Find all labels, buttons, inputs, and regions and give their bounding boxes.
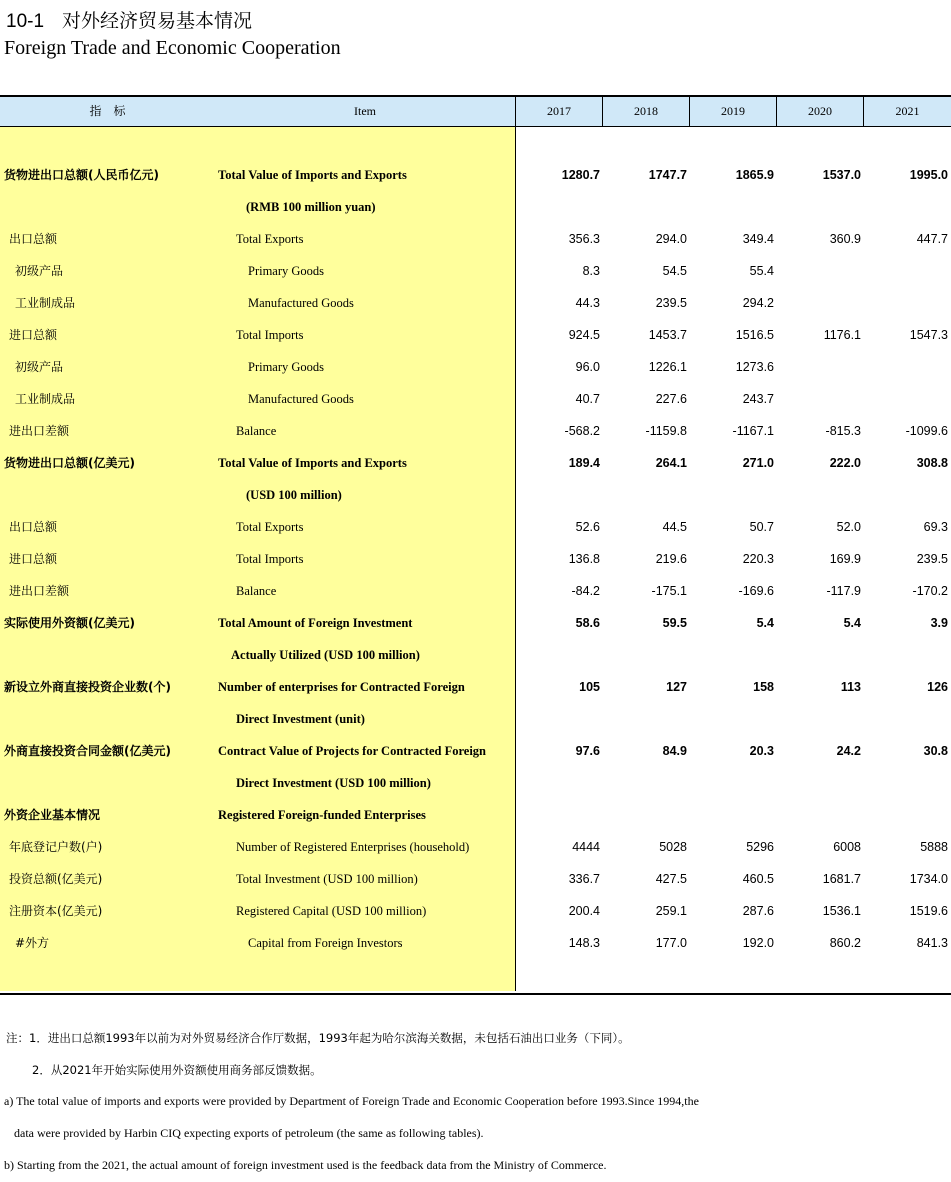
- row-label-en: Total Imports: [236, 552, 304, 566]
- value-cell-2017: 97.6: [575, 744, 600, 758]
- value-cell-2017: 356.3: [568, 232, 600, 246]
- note-cn-1: 注：1．进出口总额1993年以前为对外贸易经济合作厅数据，1993年起为哈尔滨海关数据，未包括石油出口业务（下同）。: [6, 1031, 630, 1045]
- value-cell-2021: 308.8: [916, 456, 948, 470]
- page-title-cn: [6, 6, 252, 33]
- row-label-en: Number of enterprises for Contracted Foreign: [218, 680, 465, 694]
- row-label-en: Balance: [236, 424, 277, 438]
- table-row: [0, 799, 951, 831]
- row-label-en: Contract Value of Projects for Contracted Foreign: [218, 744, 486, 758]
- row-label-cn: 新设立外商直接投资企业数(个): [4, 680, 171, 694]
- row-label-en: Registered Foreign-funded Enterprises: [218, 808, 426, 822]
- header-year-2018: 2018: [634, 104, 658, 118]
- row-label-en: Manufactured Goods: [248, 296, 354, 310]
- row-label-en: Manufactured Goods: [248, 392, 354, 406]
- value-cell-2021: 447.7: [916, 232, 948, 246]
- value-cell-2019: 243.7: [742, 392, 774, 406]
- value-cell-2017: 40.7: [575, 392, 600, 406]
- value-cell-2020: 1681.7: [822, 872, 861, 886]
- table-row: [0, 895, 951, 927]
- header-item: Item: [354, 104, 376, 118]
- value-cell-2018: 59.5: [662, 616, 687, 630]
- row-label-en: (RMB 100 million yuan): [246, 200, 376, 214]
- value-cell-2020: 5.4: [843, 616, 861, 630]
- row-label-cn: 货物进出口总额(亿美元): [4, 456, 135, 470]
- row-label-en: Total Investment (USD 100 million): [236, 872, 418, 886]
- value-cell-2018: 177.0: [655, 936, 687, 950]
- row-label-en: Number of Registered Enterprises (household): [236, 840, 470, 854]
- row-label-cn: 注册资本(亿美元): [9, 904, 103, 918]
- table-row: [0, 607, 951, 639]
- table-row: [0, 671, 951, 703]
- value-cell-2018: 264.1: [655, 456, 687, 470]
- value-cell-2018: 219.6: [655, 552, 687, 566]
- table-row: [0, 223, 951, 255]
- value-cell-2018: 84.9: [662, 744, 687, 758]
- row-label-en: Total Amount of Foreign Investment: [218, 616, 413, 630]
- row-label-en: Registered Capital (USD 100 million): [236, 904, 427, 918]
- value-cell-2017: 1280.7: [561, 168, 600, 182]
- value-cell-2017: -84.2: [571, 584, 600, 598]
- header-year-2021: 2021: [895, 104, 920, 118]
- header-year-2019: 2019: [721, 104, 745, 118]
- value-cell-2021: 30.8: [923, 744, 948, 758]
- value-cell-2017: 105: [579, 680, 600, 694]
- value-cell-2018: 1747.7: [648, 168, 687, 182]
- table-row: [0, 159, 951, 191]
- value-cell-2021: 841.3: [916, 936, 948, 950]
- value-cell-2020: 24.2: [836, 744, 861, 758]
- row-label-cn: 实际使用外资额(亿美元): [4, 616, 135, 630]
- row-label-en: Total Exports: [236, 520, 304, 534]
- value-cell-2018: 259.1: [655, 904, 687, 918]
- value-cell-2019: -1167.1: [732, 424, 774, 438]
- table-row: [0, 255, 951, 287]
- value-cell-2018: 127: [666, 680, 687, 694]
- row-label-en: (USD 100 million): [246, 488, 342, 502]
- value-cell-2021: 5888: [920, 840, 948, 854]
- value-cell-2020: 860.2: [829, 936, 861, 950]
- value-cell-2019: 1273.6: [735, 360, 774, 374]
- value-cell-2018: 54.5: [662, 264, 687, 278]
- row-label-en: Balance: [236, 584, 277, 598]
- value-cell-2019: 192.0: [742, 936, 774, 950]
- table-number: 10-1: [6, 11, 45, 32]
- data-table: [0, 95, 951, 995]
- table-row: [0, 319, 951, 351]
- value-cell-2020: 222.0: [829, 456, 861, 470]
- value-cell-2017: 58.6: [575, 616, 600, 630]
- value-cell-2018: 427.5: [655, 872, 687, 886]
- value-cell-2020: 1176.1: [823, 328, 861, 342]
- value-cell-2019: -169.6: [738, 584, 774, 598]
- row-label-cn: 外商直接投资合同金额(亿美元): [4, 744, 171, 758]
- value-cell-2019: 271.0: [742, 456, 774, 470]
- row-label-cn: 工业制成品: [15, 392, 76, 406]
- value-cell-2018: 227.6: [655, 392, 687, 406]
- row-label-cn: 出口总额: [9, 520, 58, 534]
- value-cell-2021: 239.5: [916, 552, 948, 566]
- value-cell-2021: 126: [927, 680, 948, 694]
- table-row: [0, 767, 951, 799]
- value-cell-2019: 460.5: [742, 872, 774, 886]
- row-label-en: Direct Investment (USD 100 million): [236, 776, 431, 790]
- table-row: [0, 703, 951, 735]
- header-indicator: 指 标: [89, 104, 126, 118]
- value-cell-2019: 20.3: [749, 744, 774, 758]
- value-cell-2019: 50.7: [749, 520, 774, 534]
- value-cell-2019: 158: [753, 680, 774, 694]
- value-cell-2017: 96.0: [575, 360, 600, 374]
- row-label-en: Total Value of Imports and Exports: [218, 456, 407, 470]
- value-cell-2017: 924.5: [568, 328, 600, 342]
- row-label-cn: 工业制成品: [15, 296, 76, 310]
- value-cell-2019: 349.4: [742, 232, 774, 246]
- row-label-cn: 初级产品: [15, 264, 64, 278]
- row-label-cn: 年底登记户数(户): [9, 840, 103, 854]
- row-label-en: Capital from Foreign Investors: [248, 936, 403, 950]
- row-label-en: Total Imports: [236, 328, 304, 342]
- table-row: [0, 863, 951, 895]
- title-cn-text: 对外经济贸易基本情况: [62, 10, 253, 32]
- table-header: [0, 97, 951, 127]
- row-label-en: Primary Goods: [248, 264, 325, 278]
- value-cell-2017: 52.6: [575, 520, 600, 534]
- value-cell-2020: 1536.1: [822, 904, 861, 918]
- table-row: [0, 351, 951, 383]
- value-cell-2020: 1537.0: [822, 168, 861, 182]
- page-title-en: Foreign Trade and Economic Cooperation: [4, 37, 341, 59]
- row-label-en: Total Value of Imports and Exports: [218, 168, 407, 182]
- value-cell-2017: 44.3: [575, 296, 600, 310]
- value-cell-2021: 1547.3: [909, 328, 948, 342]
- value-cell-2018: -175.1: [651, 584, 687, 598]
- note-en-a-cont: data were provided by Harbin CIQ expecting exports of petroleum (the same as following tables).: [14, 1126, 484, 1140]
- value-cell-2019: 1865.9: [735, 168, 774, 182]
- value-cell-2017: 4444: [572, 840, 600, 854]
- value-cell-2017: -568.2: [564, 424, 600, 438]
- row-label-en: Actually Utilized (USD 100 million): [231, 648, 420, 662]
- value-cell-2021: 1734.0: [909, 872, 948, 886]
- value-cell-2019: 5296: [746, 840, 774, 854]
- note-en-a: a) The total value of imports and exports were provided by Department of Foreign Trade and Economic Cooperation before 1993.Since 1994,the: [4, 1094, 699, 1108]
- value-cell-2020: 360.9: [829, 232, 861, 246]
- value-cell-2021: 3.9: [930, 616, 948, 630]
- row-label-cn: 进出口差额: [9, 584, 70, 598]
- value-cell-2019: 1516.5: [735, 328, 774, 342]
- table-row: [0, 383, 951, 415]
- value-cell-2019: 220.3: [742, 552, 774, 566]
- value-cell-2020: -815.3: [825, 424, 861, 438]
- row-label-cn: 初级产品: [15, 360, 64, 374]
- value-cell-2020: 52.0: [836, 520, 861, 534]
- row-label-cn: 货物进出口总额(人民币亿元): [4, 168, 159, 182]
- value-cell-2020: 113: [840, 680, 861, 694]
- value-cell-2019: 55.4: [749, 264, 774, 278]
- value-cell-2020: -117.9: [826, 584, 861, 598]
- value-cell-2020: 169.9: [829, 552, 861, 566]
- table-row: [0, 447, 951, 479]
- value-cell-2021: 1995.0: [909, 168, 948, 182]
- table-row: [0, 831, 951, 863]
- value-cell-2021: 69.3: [923, 520, 948, 534]
- value-cell-2017: 8.3: [582, 264, 600, 278]
- row-label-cn: 进口总额: [9, 552, 58, 566]
- row-label-cn: 外资企业基本情况: [4, 808, 101, 822]
- table-row: [0, 479, 951, 511]
- value-cell-2018: 5028: [659, 840, 687, 854]
- row-label-cn: 投资总额(亿美元): [9, 872, 103, 886]
- table-row: [0, 415, 951, 447]
- value-cell-2017: 189.4: [568, 456, 600, 470]
- table-row: [0, 191, 951, 223]
- value-cell-2017: 136.8: [568, 552, 600, 566]
- row-label-cn: 进出口差额: [9, 424, 70, 438]
- value-cell-2020: 6008: [833, 840, 861, 854]
- header-year-2017: 2017: [547, 104, 571, 118]
- value-cell-2019: 5.4: [756, 616, 774, 630]
- row-label-cn: 进口总额: [9, 328, 58, 342]
- value-cell-2018: 294.0: [655, 232, 687, 246]
- value-cell-2017: 336.7: [568, 872, 600, 886]
- value-cell-2021: -170.2: [912, 584, 948, 598]
- value-cell-2018: 1226.1: [648, 360, 687, 374]
- table-row: [0, 735, 951, 767]
- row-label-en: Direct Investment (unit): [236, 712, 365, 726]
- value-cell-2018: 44.5: [662, 520, 687, 534]
- value-cell-2018: -1159.8: [645, 424, 687, 438]
- value-cell-2017: 148.3: [568, 936, 600, 950]
- table-row: [0, 639, 951, 671]
- table-row: [0, 287, 951, 319]
- value-cell-2017: 200.4: [568, 904, 600, 918]
- table-row: [0, 543, 951, 575]
- note-en-b: b) Starting from the 2021, the actual amount of foreign investment used is the feedback data from the Ministry of Commerce.: [4, 1158, 607, 1172]
- value-cell-2018: 239.5: [655, 296, 687, 310]
- value-cell-2021: 1519.6: [909, 904, 948, 918]
- value-cell-2019: 287.6: [742, 904, 774, 918]
- value-cell-2018: 1453.7: [648, 328, 687, 342]
- header-year-2020: 2020: [808, 104, 832, 118]
- row-label-cn: 出口总额: [9, 232, 58, 246]
- value-cell-2021: -1099.6: [905, 424, 948, 438]
- note-cn-2: 2．从2021年开始实际使用外资额使用商务部反馈数据。: [32, 1063, 322, 1077]
- row-label-en: Primary Goods: [248, 360, 325, 374]
- table-row: [0, 511, 951, 543]
- row-label-cn: #外方: [15, 936, 50, 950]
- table-row: [0, 575, 951, 607]
- table-row: [0, 927, 951, 959]
- value-cell-2019: 294.2: [742, 296, 774, 310]
- row-label-en: Total Exports: [236, 232, 304, 246]
